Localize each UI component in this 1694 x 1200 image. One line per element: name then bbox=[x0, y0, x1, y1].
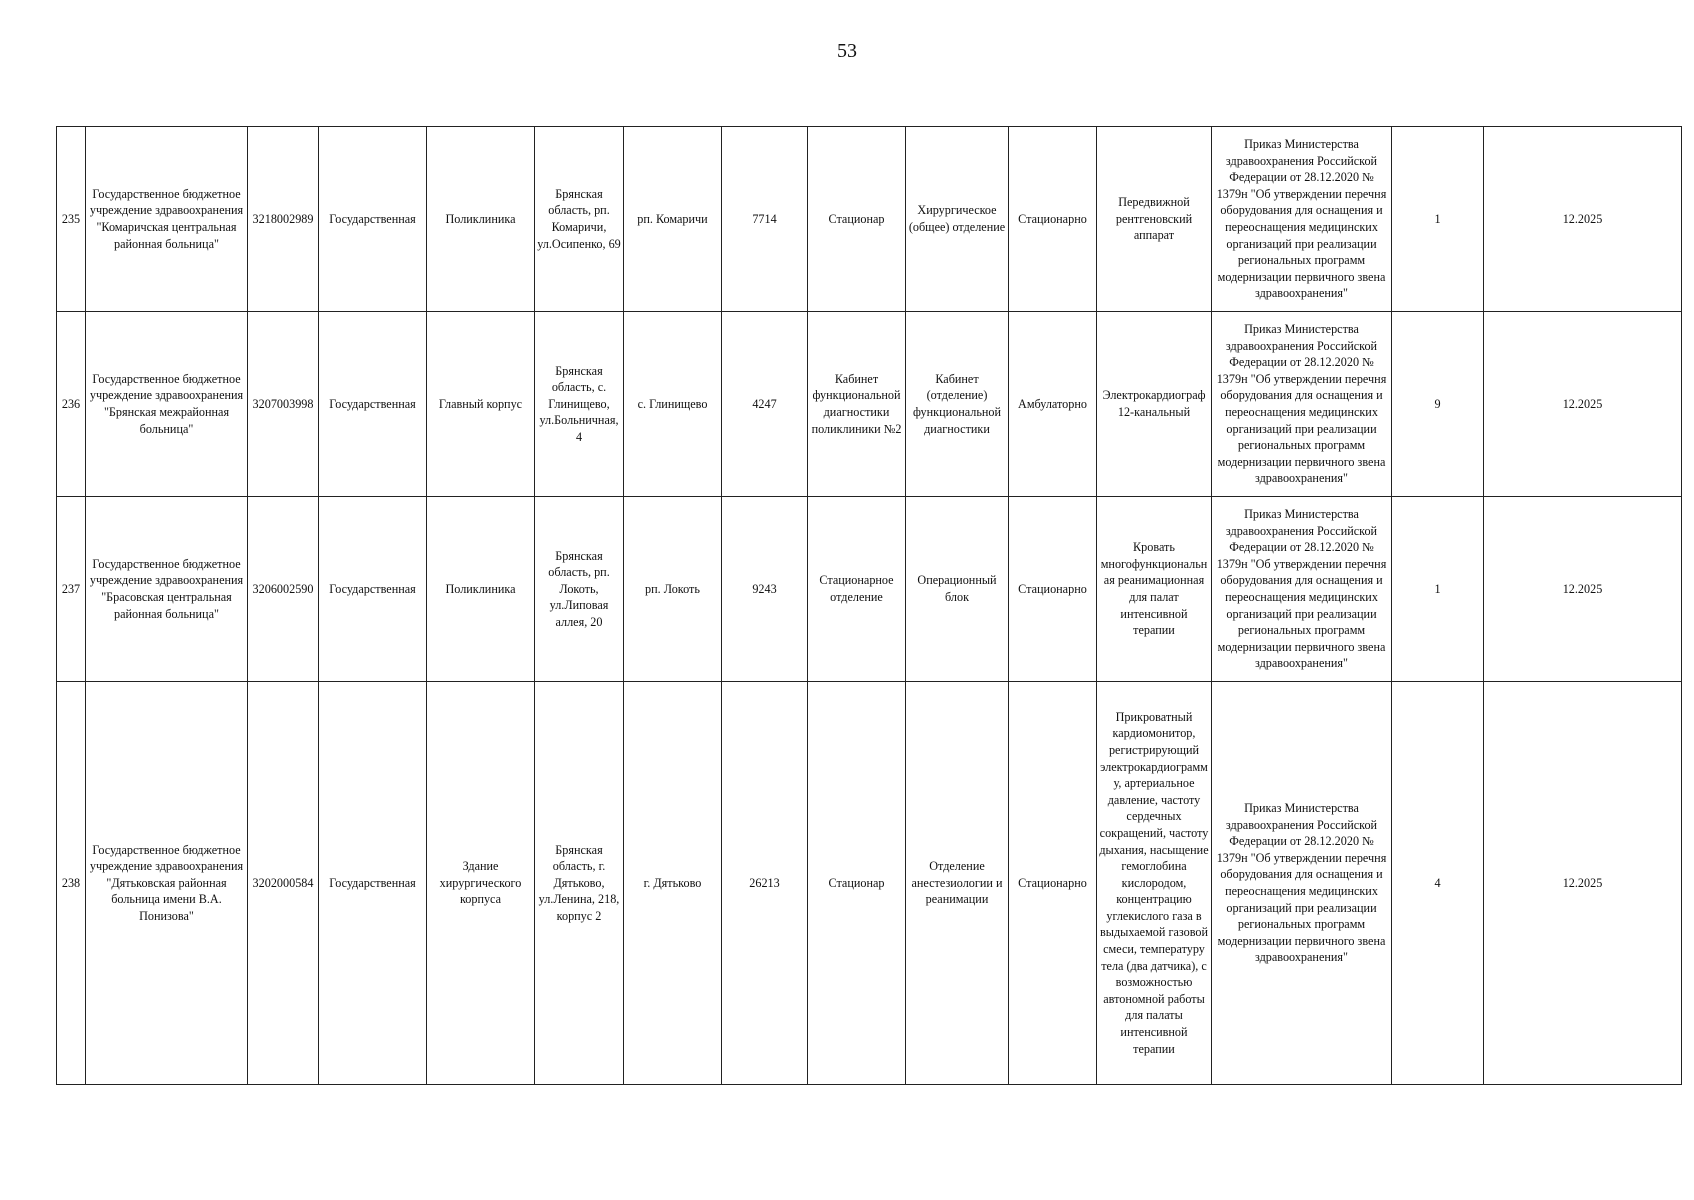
equipment: Передвижной рентгеновский аппарат bbox=[1097, 127, 1212, 312]
delivery-date: 12.2025 bbox=[1484, 312, 1682, 497]
ownership-form: Государственная bbox=[319, 312, 427, 497]
population: 7714 bbox=[722, 127, 808, 312]
organization-name: Государственное бюджетное учреждение здравоохранения "Брасовская центральная районная больница" bbox=[86, 497, 248, 682]
population: 4247 bbox=[722, 312, 808, 497]
address: Брянская область, с. Глинищево, ул.Больничная, 4 bbox=[535, 312, 624, 497]
building: Поликлиника bbox=[427, 127, 535, 312]
inn: 3206002590 bbox=[248, 497, 319, 682]
organization-name: Государственное бюджетное учреждение здравоохранения "Брянская межрайонная больница" bbox=[86, 312, 248, 497]
unit: Стационарное отделение bbox=[808, 497, 906, 682]
row-number: 237 bbox=[57, 497, 86, 682]
delivery-date: 12.2025 bbox=[1484, 497, 1682, 682]
population: 9243 bbox=[722, 497, 808, 682]
unit: Кабинет функциональной диагностики поликлиники №2 bbox=[808, 312, 906, 497]
row-number: 236 bbox=[57, 312, 86, 497]
table-row bbox=[57, 682, 1682, 1085]
row-number: 238 bbox=[57, 682, 86, 1085]
department: Операционный блок bbox=[906, 497, 1009, 682]
inn: 3218002989 bbox=[248, 127, 319, 312]
page-number: 53 bbox=[837, 40, 857, 62]
legal-order: Приказ Министерства здравоохранения Российской Федерации от 28.12.2020 № 1379н "Об утверждении перечня оборудования для оснащения и переоснащения медицинских организаций при реализации региональных программ модернизации первичного звена здравоохранения" bbox=[1212, 682, 1392, 1085]
delivery-date: 12.2025 bbox=[1484, 127, 1682, 312]
care-form: Стационарно bbox=[1009, 497, 1097, 682]
locality: рп. Комаричи bbox=[624, 127, 722, 312]
care-form: Стационарно bbox=[1009, 127, 1097, 312]
row-number: 235 bbox=[57, 127, 86, 312]
ownership-form: Государственная bbox=[319, 682, 427, 1085]
ownership-form: Государственная bbox=[319, 127, 427, 312]
quantity: 1 bbox=[1392, 127, 1484, 312]
equipment: Прикроватный кардиомонитор, регистрирующий электрокардиограмму, артериальное давление, частоту сердечных сокращений, частоту дыхания, насыщение гемоглобина кислородом, концентрацию углекислого газа в выдыхаемой газовой смеси, температуру тела (два датчика), с возможностью автономной работы для палаты интенсивной терапии bbox=[1097, 682, 1212, 1085]
table-row bbox=[57, 312, 1682, 497]
department: Кабинет (отделение) функциональной диагностики bbox=[906, 312, 1009, 497]
unit: Стационар bbox=[808, 127, 906, 312]
address: Брянская область, рп. Комаричи, ул.Осипенко, 69 bbox=[535, 127, 624, 312]
delivery-date: 12.2025 bbox=[1484, 682, 1682, 1085]
building: Здание хирургического корпуса bbox=[427, 682, 535, 1085]
legal-order: Приказ Министерства здравоохранения Российской Федерации от 28.12.2020 № 1379н "Об утверждении перечня оборудования для оснащения и переоснащения медицинских организаций при реализации региональных программ модернизации первичного звена здравоохранения" bbox=[1212, 127, 1392, 312]
department: Хирургическое (общее) отделение bbox=[906, 127, 1009, 312]
quantity: 1 bbox=[1392, 497, 1484, 682]
equipment-table bbox=[56, 126, 1682, 1085]
equipment: Электрокардиограф 12-канальный bbox=[1097, 312, 1212, 497]
address: Брянская область, рп. Локоть, ул.Липовая аллея, 20 bbox=[535, 497, 624, 682]
department: Отделение анестезиологии и реанимации bbox=[906, 682, 1009, 1085]
address: Брянская область, г. Дятьково, ул.Ленина, 218, корпус 2 bbox=[535, 682, 624, 1085]
equipment: Кровать многофункциональная реанимационная для палат интенсивной терапии bbox=[1097, 497, 1212, 682]
table-row bbox=[57, 497, 1682, 682]
legal-order: Приказ Министерства здравоохранения Российской Федерации от 28.12.2020 № 1379н "Об утверждении перечня оборудования для оснащения и переоснащения медицинских организаций при реализации региональных программ модернизации первичного звена здравоохранения" bbox=[1212, 497, 1392, 682]
inn: 3202000584 bbox=[248, 682, 319, 1085]
quantity: 4 bbox=[1392, 682, 1484, 1085]
organization-name: Государственное бюджетное учреждение здравоохранения "Дятьковская районная больница имени В.А. Понизова" bbox=[86, 682, 248, 1085]
care-form: Амбулаторно bbox=[1009, 312, 1097, 497]
building: Главный корпус bbox=[427, 312, 535, 497]
locality: рп. Локоть bbox=[624, 497, 722, 682]
care-form: Стационарно bbox=[1009, 682, 1097, 1085]
table-row bbox=[57, 127, 1682, 312]
organization-name: Государственное бюджетное учреждение здравоохранения "Комаричская центральная районная больница" bbox=[86, 127, 248, 312]
unit: Стационар bbox=[808, 682, 906, 1085]
inn: 3207003998 bbox=[248, 312, 319, 497]
quantity: 9 bbox=[1392, 312, 1484, 497]
locality: с. Глинищево bbox=[624, 312, 722, 497]
legal-order: Приказ Министерства здравоохранения Российской Федерации от 28.12.2020 № 1379н "Об утверждении перечня оборудования для оснащения и переоснащения медицинских организаций при реализации региональных программ модернизации первичного звена здравоохранения" bbox=[1212, 312, 1392, 497]
locality: г. Дятьково bbox=[624, 682, 722, 1085]
ownership-form: Государственная bbox=[319, 497, 427, 682]
building: Поликлиника bbox=[427, 497, 535, 682]
population: 26213 bbox=[722, 682, 808, 1085]
